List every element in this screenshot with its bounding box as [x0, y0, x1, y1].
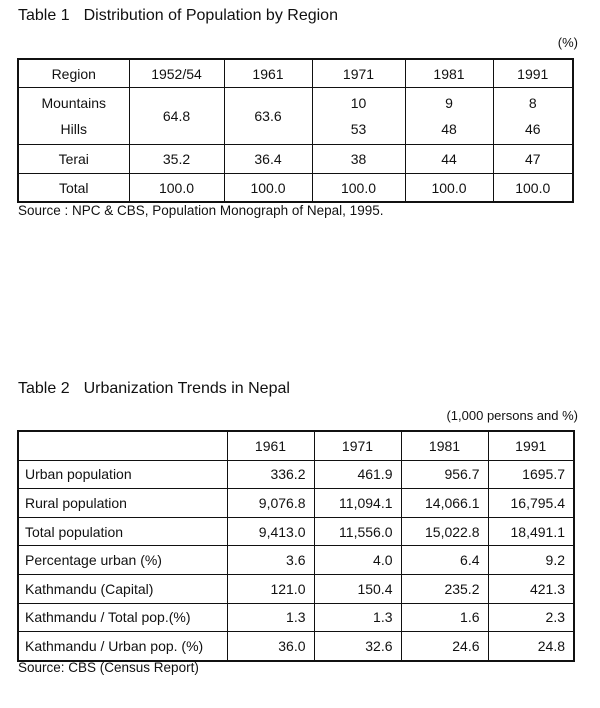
table1-cell: 100.0 — [129, 174, 224, 203]
table2-cell: 235.2 — [401, 574, 488, 603]
table2-cell: 1.3 — [314, 603, 401, 632]
mountains-value: 9 — [445, 95, 453, 111]
table2-row-label: Urban population — [18, 460, 227, 489]
table2-cell: 11,556.0 — [314, 517, 401, 546]
table1-number: Table 1 — [18, 7, 70, 24]
table2-header-cell — [18, 431, 227, 460]
table2-cell: 1695.7 — [488, 460, 574, 489]
table1-region-cell — [18, 88, 129, 145]
table2-cell: 461.9 — [314, 460, 401, 489]
table1-title — [18, 7, 338, 25]
table2-title-text: Urbanization Trends in Nepal — [83, 380, 290, 397]
hills-value: 46 — [524, 121, 541, 137]
table2-row — [18, 603, 574, 632]
table1-cell: 100.0 — [493, 174, 573, 203]
table2-row — [18, 489, 574, 518]
table2-title — [18, 380, 290, 398]
table2-number: Table 2 — [18, 380, 70, 397]
table2-cell: 1.3 — [227, 603, 314, 632]
table2-cell: 32.6 — [314, 632, 401, 661]
table1-row-total — [18, 174, 573, 203]
table1-cell: 100.0 — [405, 174, 493, 203]
table1-title-text: Distribution of Population by Region — [83, 7, 338, 24]
region-label-mountains: Mountains — [41, 95, 107, 111]
table1-header-cell: 1961 — [224, 59, 312, 88]
table2-row — [18, 517, 574, 546]
table1-cell: 100.0 — [224, 174, 312, 203]
table2-cell: 4.0 — [314, 546, 401, 575]
table2-row-label: Total population — [18, 517, 227, 546]
table2-cell: 2.3 — [488, 603, 574, 632]
region-label-hills: Hills — [60, 121, 87, 137]
table1-header-cell: 1952/54 — [129, 59, 224, 88]
table2-cell: 9,076.8 — [227, 489, 314, 518]
table2-row-label: Kathmandu / Urban pop. (%) — [18, 632, 227, 661]
table1-row-terai — [18, 145, 573, 174]
table2-row — [18, 546, 574, 575]
mountains-value: 10 — [350, 95, 367, 111]
hills-value: 48 — [441, 121, 457, 137]
table2-cell: 24.8 — [488, 632, 574, 661]
table1-unit: (%) — [557, 35, 578, 50]
table1-header-cell: 1991 — [493, 59, 573, 88]
table1-merged-cell: 64.8 — [129, 88, 224, 145]
table2-cell: 1.6 — [401, 603, 488, 632]
table2-row — [18, 574, 574, 603]
table1 — [17, 58, 574, 203]
table2-cell: 336.2 — [227, 460, 314, 489]
table2-row-label: Rural population — [18, 489, 227, 518]
table2-row-label: Kathmandu / Total pop.(%) — [18, 603, 227, 632]
table2-header-cell: 1961 — [227, 431, 314, 460]
table1-header-cell: Region — [18, 59, 129, 88]
table2-cell: 121.0 — [227, 574, 314, 603]
table2-row — [18, 632, 574, 661]
table2 — [17, 430, 575, 662]
table1-cell: 35.2 — [129, 145, 224, 174]
table2-cell: 11,094.1 — [314, 489, 401, 518]
table1-split-cell — [405, 88, 493, 145]
table1-cell: 47 — [493, 145, 573, 174]
table2-row — [18, 460, 574, 489]
table2-row-label: Percentage urban (%) — [18, 546, 227, 575]
hills-value: 53 — [350, 121, 367, 137]
table1-source: Source : NPC & CBS, Population Monograph of Nepal, 1995. — [18, 203, 384, 218]
table2-header-cell: 1991 — [488, 431, 574, 460]
table2-cell: 14,066.1 — [401, 489, 488, 518]
table2-cell: 3.6 — [227, 546, 314, 575]
table2-cell: 9,413.0 — [227, 517, 314, 546]
table2-header-row — [18, 431, 574, 460]
table2-cell: 15,022.8 — [401, 517, 488, 546]
table2-source: Source: CBS (Census Report) — [18, 660, 199, 675]
table2-header-cell: 1971 — [314, 431, 401, 460]
table1-cell: 100.0 — [312, 174, 405, 203]
table1-cell: Terai — [18, 145, 129, 174]
table1-cell: 44 — [405, 145, 493, 174]
mountains-value: 8 — [528, 95, 537, 111]
table2-cell: 150.4 — [314, 574, 401, 603]
table1-cell: 36.4 — [224, 145, 312, 174]
table1-split-cell — [312, 88, 405, 145]
table1-cell: Total — [18, 174, 129, 203]
table2-cell: 24.6 — [401, 632, 488, 661]
table2-row-label: Kathmandu (Capital) — [18, 574, 227, 603]
table2-cell: 18,491.1 — [488, 517, 574, 546]
table2-cell: 9.2 — [488, 546, 574, 575]
table1-header-cell: 1981 — [405, 59, 493, 88]
table2-cell: 36.0 — [227, 632, 314, 661]
table1-merged-cell: 63.6 — [224, 88, 312, 145]
table1-row-mountains-hills — [18, 88, 573, 145]
table2-cell: 6.4 — [401, 546, 488, 575]
table1-header-cell: 1971 — [312, 59, 405, 88]
table1-split-cell — [493, 88, 573, 145]
table2-cell: 956.7 — [401, 460, 488, 489]
table1-cell: 38 — [312, 145, 405, 174]
table2-cell: 16,795.4 — [488, 489, 574, 518]
table2-header-cell: 1981 — [401, 431, 488, 460]
table2-cell: 421.3 — [488, 574, 574, 603]
table2-unit: (1,000 persons and %) — [446, 408, 578, 423]
table1-header-row — [18, 59, 573, 88]
